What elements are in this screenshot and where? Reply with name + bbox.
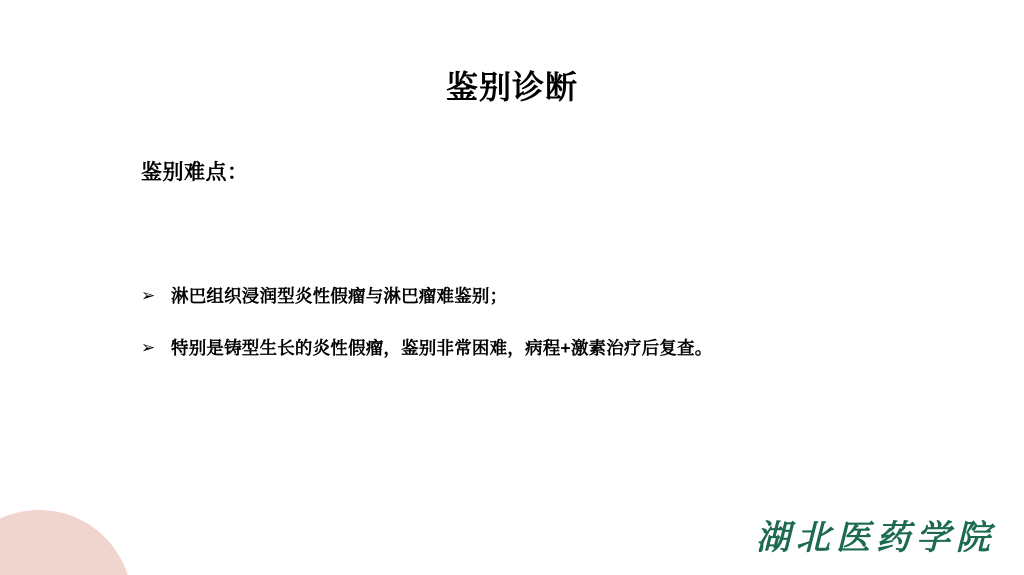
decorative-circle bbox=[0, 510, 132, 575]
section-subheading: 鉴别难点： bbox=[141, 161, 249, 184]
page-title: 鉴别诊断 bbox=[445, 69, 578, 105]
list-item-text: 特别是铸型生长的炎性假瘤，鉴别非常困难，病程+激素治疗后复查。 bbox=[171, 338, 713, 358]
bullet-list bbox=[141, 284, 971, 388]
institution-logo bbox=[746, 511, 996, 567]
arrow-bullet-icon: ➢ bbox=[141, 338, 156, 358]
list-item bbox=[141, 336, 971, 360]
list-item-text: 淋巴组织浸润型炎性假瘤与淋巴瘤难鉴别； bbox=[171, 286, 508, 306]
institution-logo-text: 湖北医药学院 bbox=[756, 520, 996, 557]
arrow-bullet-icon: ➢ bbox=[141, 286, 156, 306]
list-item bbox=[141, 284, 971, 308]
